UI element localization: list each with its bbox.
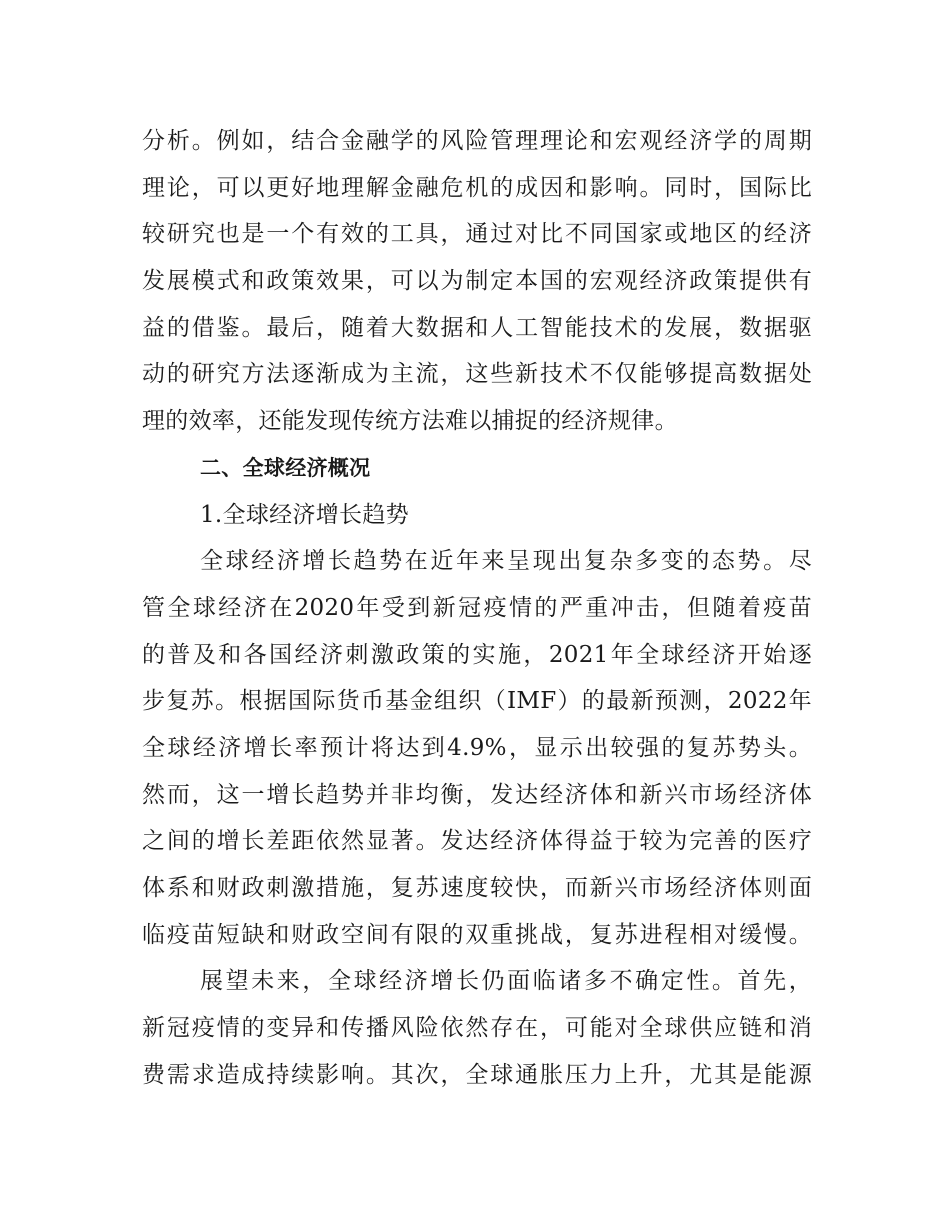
- text-line: 益的借鉴。最后，随着大数据和人工智能技术的发展，数据驱: [142, 314, 812, 341]
- text-line: 的普及和各国经济刺激政策的实施，2021年全球经济开始逐: [142, 641, 812, 668]
- section-heading: 二、全球经济概况: [200, 455, 371, 480]
- text-line: 动的研究方法逐渐成为主流，这些新技术不仅能够提高数据处: [142, 361, 812, 388]
- text-line: 理论，可以更好地理解金融危机的成因和影响。同时，国际比: [142, 174, 812, 201]
- text-line: 体系和财政刺激措施，复苏速度较快，而新兴市场经济体则面: [142, 875, 812, 901]
- text-line: 分析。例如，结合金融学的风险管理理论和宏观经济学的周期: [142, 128, 812, 154]
- text-line: 之间的增长差距依然显著。发达经济体得益于较为完善的医疗: [142, 828, 812, 855]
- paragraph-outlook: [142, 958, 812, 1098]
- text-line: 步复苏。根据国际货币基金组织（IMF）的最新预测，2022年: [142, 688, 812, 715]
- text-line: 新冠疫情的变异和传播风险依然存在，可能对全球供应链和消: [142, 1015, 812, 1042]
- text-line: 较研究也是一个有效的工具，通过对比不同国家或地区的经济: [142, 221, 812, 248]
- text-line: 全球经济增长趋势在近年来呈现出复杂多变的态势。尽: [200, 548, 812, 575]
- paragraph-growth: [142, 538, 812, 958]
- subsection-heading: 1.全球经济增长趋势: [200, 501, 409, 528]
- text-line: 临疫苗短缺和财政空间有限的双重挑战，复苏进程相对缓慢。: [142, 921, 812, 948]
- document-body: [142, 118, 812, 1098]
- paragraph-intro: [142, 118, 812, 445]
- text-line: 费需求造成持续影响。其次，全球通胀压力上升，尤其是能源: [142, 1061, 812, 1088]
- text-line: 发展模式和政策效果，可以为制定本国的宏观经济政策提供有: [142, 268, 812, 295]
- text-line: 然而，这一增长趋势并非均衡，发达经济体和新兴市场经济体: [142, 781, 812, 808]
- text-line: 全球经济增长率预计将达到4.9%，显示出较强的复苏势头。: [142, 734, 812, 761]
- text-line: 理的效率，还能发现传统方法难以捕捉的经济规律。: [142, 408, 678, 435]
- text-line: 展望未来，全球经济增长仍面临诸多不确定性。首先，: [200, 968, 812, 995]
- text-line: 管全球经济在2020年受到新冠疫情的严重冲击，但随着疫苗: [142, 594, 812, 621]
